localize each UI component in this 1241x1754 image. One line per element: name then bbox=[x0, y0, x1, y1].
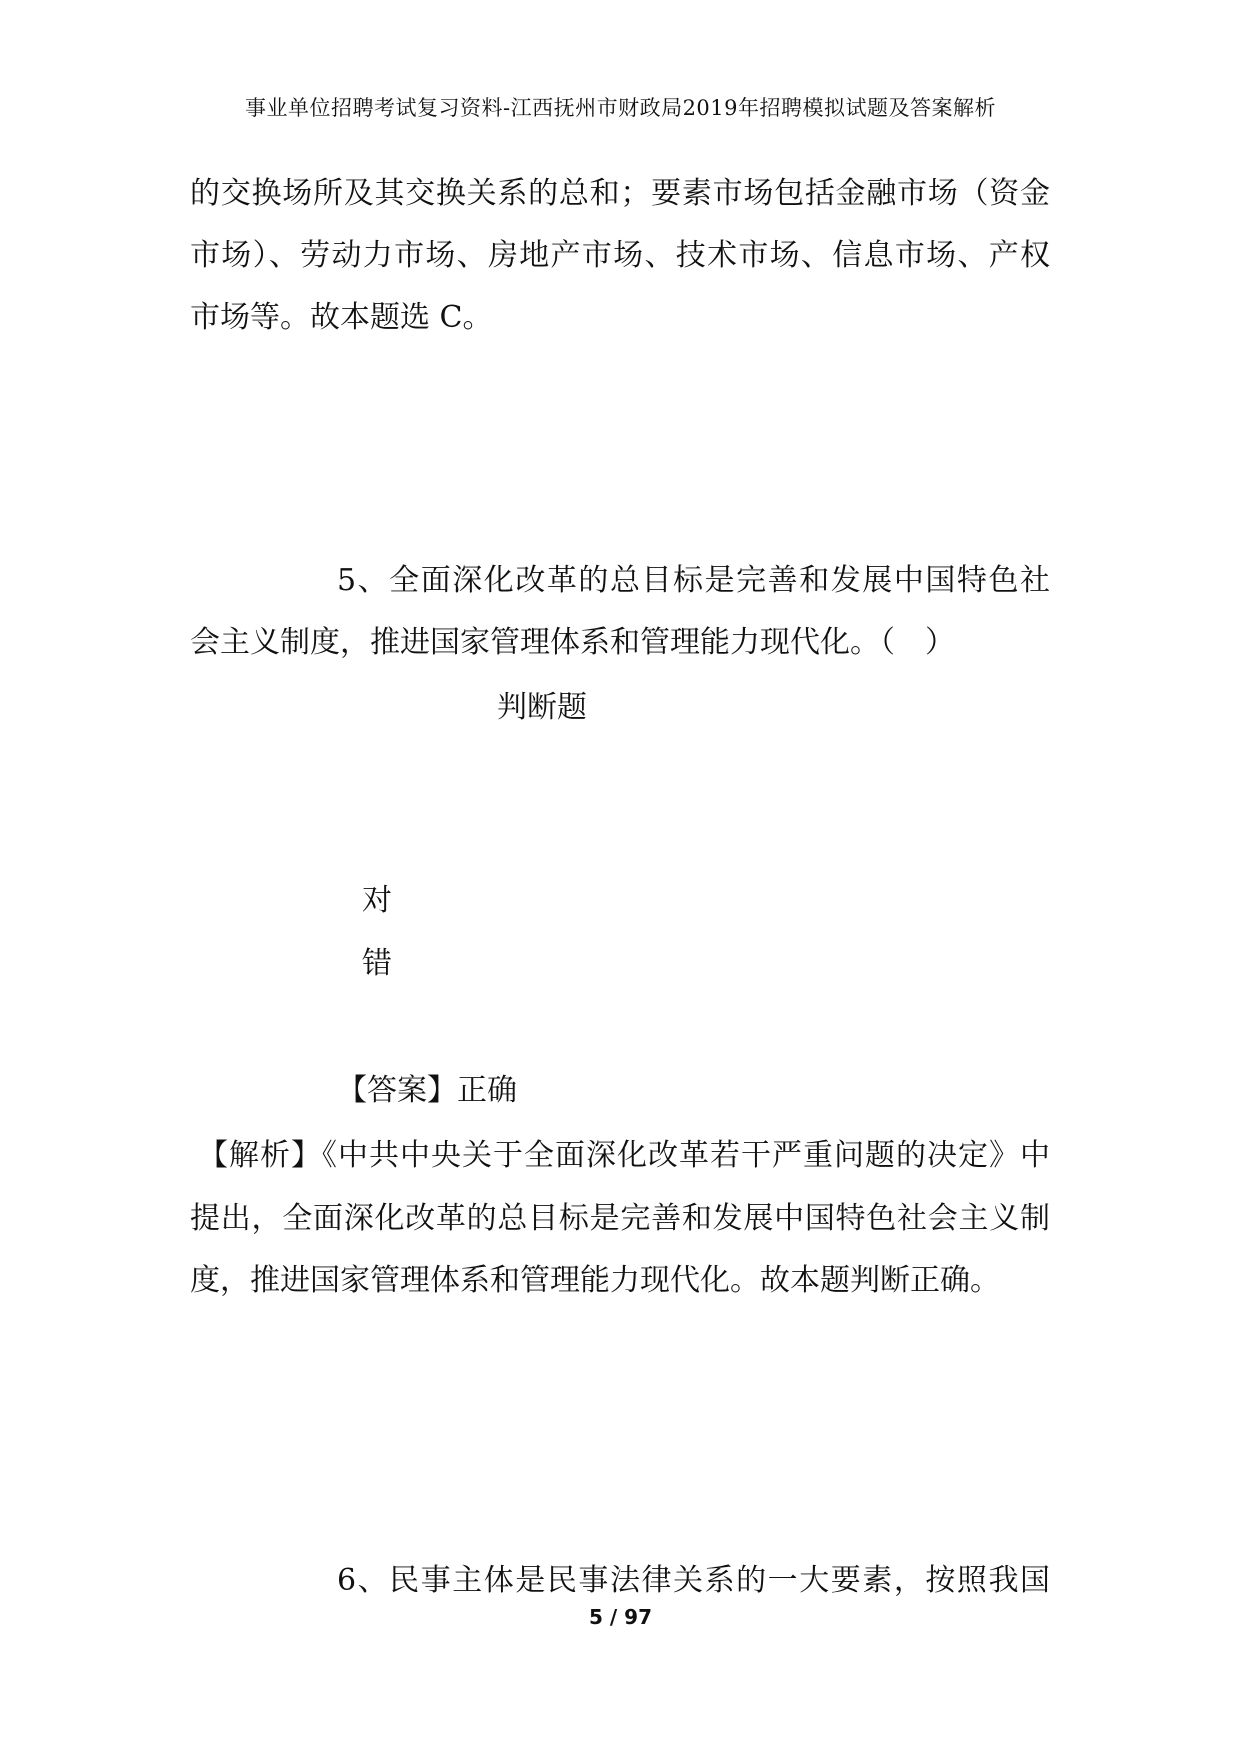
analysis-line-3: 度，推进国家管理体系和管理能力现代化。故本题判断正确。 bbox=[190, 1263, 1000, 1298]
explanation-line-1: 的交换场所及其交换关系的总和；要素市场包括金融市场（资金 bbox=[190, 176, 1050, 211]
option-false: 错 bbox=[362, 946, 392, 981]
question-type: 判断题 bbox=[497, 690, 587, 725]
question-5-line-1: 5、全面深化改革的总目标是完善和发展中国特色社 bbox=[337, 563, 1050, 598]
question-5-line-2: 会主义制度，推进国家管理体系和管理能力现代化。（ ） bbox=[190, 625, 955, 660]
option-true: 对 bbox=[362, 883, 392, 918]
page-header: 事业单位招聘考试复习资料-江西抚州市财政局2019年招聘模拟试题及答案解析 bbox=[244, 96, 997, 120]
explanation-line-2: 市场）、劳动力市场、房地产市场、技术市场、信息市场、产权 bbox=[190, 238, 1050, 273]
explanation-line-3: 市场等。故本题选 C。 bbox=[190, 300, 493, 335]
answer: 【答案】正确 bbox=[337, 1073, 517, 1108]
analysis-line-1: 【解析】《中共中央关于全面深化改革若干严重问题的决定》中 bbox=[198, 1138, 1050, 1173]
page-number: 5 / 97 bbox=[589, 1605, 652, 1629]
analysis-line-2: 提出，全面深化改革的总目标是完善和发展中国特色社会主义制 bbox=[190, 1201, 1050, 1236]
question-6-line-1: 6、民事主体是民事法律关系的一大要素，按照我国 bbox=[337, 1563, 1050, 1598]
